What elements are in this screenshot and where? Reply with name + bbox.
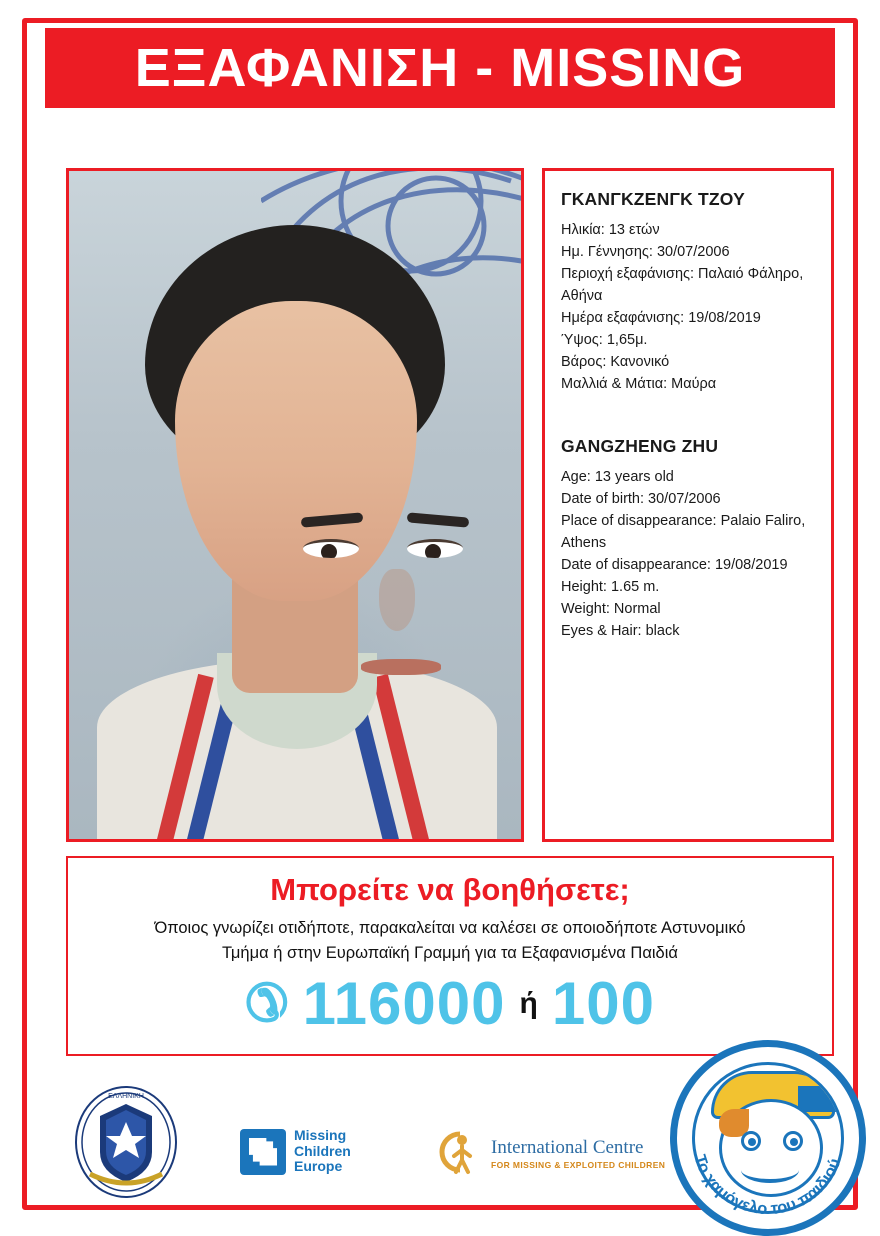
- detail-height-english: Height: 1.65 m.: [561, 579, 660, 596]
- detail-place-greek-1: Περιοχή εξαφάνισης: Παλαιό Φάληρο,: [561, 266, 804, 283]
- puzzle-piece-icon: [240, 1129, 286, 1175]
- detail-birth-english: Date of birth: 30/07/2006: [561, 491, 721, 508]
- help-title: Μπορείτε να βοηθήσετε;: [270, 872, 630, 907]
- icmec-line-1: International Centre: [491, 1136, 644, 1158]
- help-panel: [66, 856, 834, 1056]
- svg-text:ΕΛΛΗΝΙΚΗ: ΕΛΛΗΝΙΚΗ: [108, 1093, 144, 1100]
- mce-line-2: Children: [294, 1142, 351, 1159]
- mce-line-3: Europe: [294, 1158, 343, 1175]
- phone-number-secondary: 100: [551, 969, 655, 1037]
- person-name-greek: ΓΚΑΝΓΚΖΕΝΓΚ ΤΖΟΥ: [561, 189, 745, 209]
- detail-place-english-2: Athens: [561, 535, 607, 552]
- detail-birth-greek: Ημ. Γέννησης: 30/07/2006: [561, 244, 730, 261]
- section-divider: [561, 396, 815, 432]
- globe-figure-icon: [430, 1128, 482, 1178]
- detail-height-greek: Ύψος: 1,65μ.: [561, 332, 648, 349]
- svg-text:Το χαμόγελο του παιδιού: Το χαμόγελο του παιδιού: [690, 1152, 845, 1219]
- mce-line-1: Missing: [294, 1127, 347, 1143]
- help-subtitle-line2: Τμήμα ή στην Ευρωπαϊκή Γραμμή για τα Εξαφανισμένα Παιδιά: [222, 943, 678, 962]
- detail-hair-eyes-greek: Μαλλιά & Μάτια: Μαύρα: [561, 376, 717, 393]
- detail-age-english: Age: 13 years old: [561, 469, 674, 486]
- header-banner: [45, 28, 835, 108]
- smile-of-the-child-logo: [670, 1040, 866, 1236]
- missing-person-photo: [69, 171, 521, 839]
- details-panel: [542, 168, 834, 842]
- icmec-line-2: FOR MISSING & EXPLOITED CHILDREN: [491, 1159, 666, 1170]
- detail-place-english-1: Place of disappearance: Palaio Faliro,: [561, 513, 806, 530]
- detail-age-greek: Ηλικία: 13 ετών: [561, 222, 660, 238]
- photo-frame: [66, 168, 524, 842]
- detail-weight-english: Weight: Normal: [561, 601, 661, 618]
- detail-place-greek-2: Αθήνα: [561, 288, 603, 305]
- phone-separator: ή: [519, 986, 538, 1020]
- detail-weight-greek: Βάρος: Κανονικό: [561, 354, 670, 371]
- icmec-logo: [430, 1128, 665, 1178]
- missing-children-europe-logo: [240, 1128, 351, 1175]
- phone-row: [68, 969, 832, 1037]
- face: [175, 301, 417, 601]
- detail-eyes-hair-english: Eyes & Hair: black: [561, 623, 680, 640]
- detail-date-english: Date of disappearance: 19/08/2019: [561, 557, 788, 574]
- phone-number-primary: 116000: [302, 969, 506, 1037]
- hellenic-police-logo-icon: [74, 1086, 178, 1198]
- help-subtitle-line1: Όποιος γνωρίζει οτιδήποτε, παρακαλείται να καλέσει σε οποιοδήποτε Αστυνομικό: [154, 919, 746, 937]
- phone-icon: ✆: [245, 974, 289, 1033]
- person-name-english: GANGZHENG ZHU: [561, 436, 719, 457]
- page-title: ΕΞΑΦΑΝΙΣΗ - MISSING: [134, 38, 746, 98]
- detail-date-greek: Ημέρα εξαφάνισης: 19/08/2019: [561, 310, 761, 327]
